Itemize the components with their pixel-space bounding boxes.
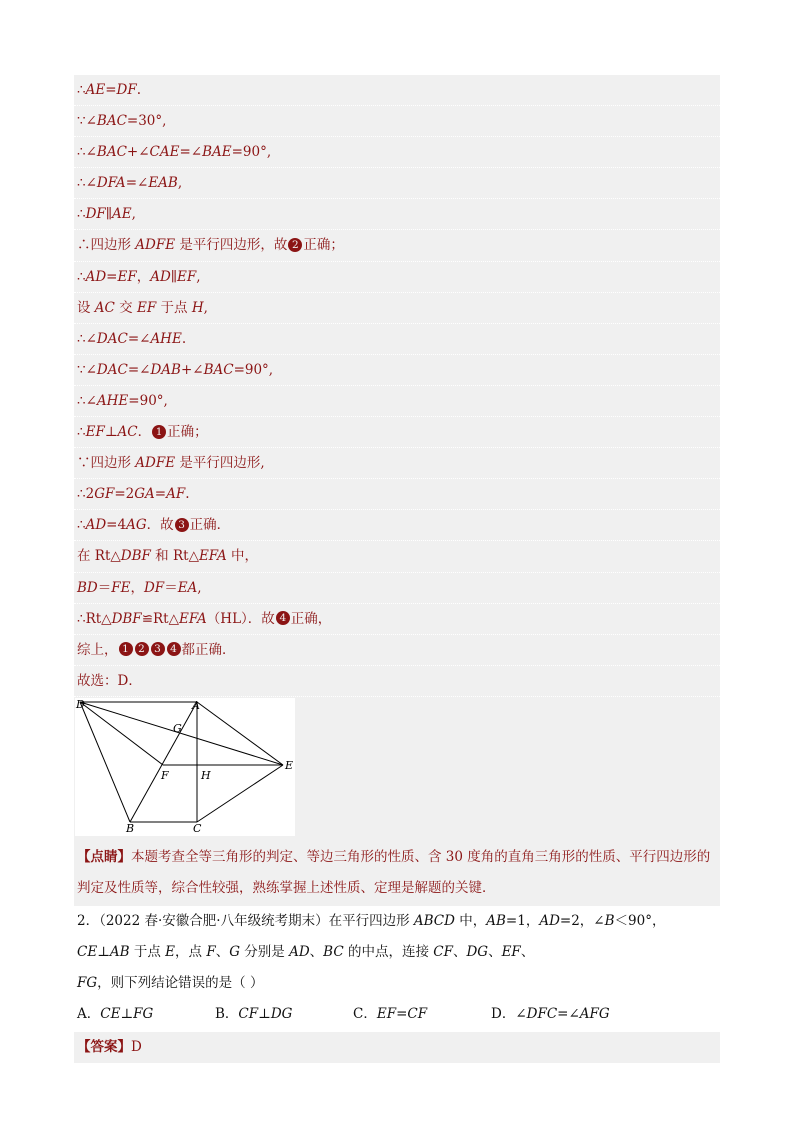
option-b	[215, 999, 353, 1030]
solution-line	[74, 604, 720, 635]
solution-line	[74, 137, 720, 168]
text-run: ⊥	[258, 1005, 271, 1022]
text-run: =	[105, 82, 117, 98]
text-run: 故选：D．	[77, 672, 142, 689]
text-run: =90°,	[233, 361, 274, 378]
math-symbol: BAC	[203, 361, 234, 378]
text-run: ∴∠	[77, 330, 97, 347]
math-symbol: DFA	[96, 175, 126, 192]
solution-line	[74, 355, 720, 386]
text-run: ∴∠	[77, 175, 97, 192]
math-symbol: AB	[486, 912, 506, 929]
text-run: +∠	[126, 144, 150, 161]
math-symbol: DF	[85, 206, 106, 223]
text-run: ,	[197, 579, 202, 596]
segment-AE	[197, 702, 283, 765]
label-G: G	[173, 721, 182, 735]
label-A: A	[192, 698, 200, 712]
math-symbol: AF	[166, 486, 186, 503]
text-run: 正确；	[167, 424, 208, 441]
label-E: E	[285, 758, 294, 772]
text-run: =4	[106, 517, 127, 534]
segment-AB	[130, 702, 197, 822]
text-run: ∴	[77, 206, 86, 223]
option-a	[77, 999, 215, 1030]
text-run: 中，	[454, 912, 487, 929]
text-run: B．	[215, 1005, 239, 1022]
circled-number: 4	[167, 642, 181, 656]
solution-line	[74, 573, 720, 604]
math-symbol: E	[165, 943, 176, 960]
text-run: ，	[136, 268, 151, 285]
text-run: 设	[77, 299, 95, 316]
circled-number: 3	[151, 642, 165, 656]
segment-DB	[80, 702, 130, 822]
text-run: ∴	[77, 268, 86, 285]
circled-number: 4	[276, 611, 290, 625]
math-symbol: GF	[94, 486, 115, 503]
text-run: ，	[130, 579, 144, 596]
math-symbol: AD	[150, 268, 171, 285]
text-run: 是平行四边形，故	[175, 237, 288, 254]
text-run: =	[106, 268, 118, 285]
math-symbol: B	[604, 912, 615, 929]
math-symbol: AC	[117, 424, 138, 441]
math-symbol: FG	[133, 1005, 154, 1022]
text-run: ,	[131, 206, 136, 223]
text-run: ,	[177, 175, 183, 192]
text-run: 、	[452, 943, 467, 960]
text-run: 正确；	[303, 237, 344, 254]
text-run: 、	[309, 943, 324, 960]
text-run: ⊥	[120, 1005, 134, 1022]
math-symbol: AHE	[150, 330, 182, 347]
math-symbol: FG	[77, 974, 98, 991]
circled-number: 2	[288, 238, 302, 252]
math-symbol: AD	[289, 943, 310, 960]
text-run: ，点	[175, 943, 207, 960]
circled-number: 3	[175, 518, 189, 532]
label-H: H	[201, 768, 211, 782]
comment-tag: 【点睛】	[77, 848, 131, 865]
geometry-figure	[75, 698, 295, 836]
math-symbol: AB	[109, 943, 130, 960]
text-run: 2．（2022 春·安徽合肥·八年级统考期末）在平行四边形	[77, 912, 414, 929]
text-run: ∥	[170, 268, 178, 285]
math-symbol: CAE	[149, 144, 180, 161]
math-symbol: BD	[77, 579, 98, 596]
solution-lines	[74, 75, 720, 697]
option-d	[491, 999, 629, 1030]
math-symbol: DF	[116, 82, 137, 98]
text-run: ∵∠	[77, 361, 97, 378]
text-run: +∠	[180, 361, 204, 378]
math-symbol: EF	[117, 268, 137, 285]
text-run: .	[185, 486, 190, 503]
text-run: ＝	[97, 579, 112, 596]
text-run: =	[396, 1005, 408, 1022]
math-symbol: AFG	[579, 1005, 610, 1022]
text-run: =90°,	[231, 144, 272, 161]
math-symbol: EF	[501, 943, 521, 960]
math-symbol: DBF	[111, 610, 142, 627]
circled-number: 1	[119, 642, 133, 656]
math-symbol: DAC	[96, 361, 128, 378]
solution-line	[74, 635, 720, 666]
solution-line	[74, 293, 720, 324]
text-run: （HL）．故	[206, 610, 275, 627]
option-c	[353, 999, 491, 1030]
math-symbol: DBF	[120, 548, 151, 565]
text-run: =2	[114, 486, 135, 503]
text-run: ,	[203, 299, 208, 316]
label-D: D	[76, 697, 85, 711]
text-run: 、	[215, 943, 230, 960]
text-run: ，则下列结论错误的是（ ）	[97, 974, 264, 991]
math-symbol: DG	[466, 943, 489, 960]
text-run: =∠	[127, 361, 151, 378]
text-run: 、	[520, 943, 535, 960]
math-symbol: CF	[407, 1005, 428, 1022]
segment-DF	[80, 702, 163, 765]
text-run: ,	[196, 268, 201, 285]
math-symbol: AE	[85, 82, 106, 98]
math-symbol: AD	[85, 268, 107, 285]
math-symbol: DAB	[150, 361, 181, 378]
text-run: =∠	[127, 330, 151, 347]
answer-options	[74, 999, 720, 1030]
text-run: 交	[114, 299, 137, 316]
text-run: ∴2	[77, 486, 95, 503]
text-run: =1，	[505, 912, 540, 929]
solution-line	[74, 417, 720, 448]
text-run: 正确，	[290, 610, 332, 627]
question-text	[74, 906, 720, 999]
math-symbol: DAC	[96, 330, 128, 347]
text-run: 的中点，连接	[343, 943, 434, 960]
text-run: C．	[353, 1005, 377, 1022]
text-run: 和 Rt△	[150, 548, 199, 565]
math-symbol: CF	[238, 1005, 259, 1022]
solution-line	[74, 106, 720, 137]
math-symbol: ABCD	[413, 912, 455, 929]
text-run: ∴	[77, 424, 86, 441]
text-run: =∠	[557, 1005, 580, 1022]
solution-page	[74, 75, 720, 1063]
math-symbol: BC	[323, 943, 344, 960]
text-run: 是平行四边形,	[175, 455, 265, 472]
math-symbol: EA	[177, 579, 198, 596]
math-symbol: AC	[94, 299, 115, 316]
solution-line	[74, 230, 720, 261]
math-symbol: CE	[100, 1005, 121, 1022]
text-run: ∴∠	[77, 144, 97, 161]
math-symbol: AG	[126, 517, 147, 534]
math-symbol: AD	[539, 912, 560, 929]
solution-line	[74, 168, 720, 199]
math-symbol: GA	[134, 486, 155, 503]
comment-note	[74, 838, 720, 906]
math-symbol: F	[206, 943, 216, 960]
text-run: =	[154, 486, 167, 503]
answer-row	[74, 1032, 720, 1063]
text-run: 综上，	[77, 641, 118, 658]
math-symbol: G	[229, 943, 240, 960]
text-run: .	[136, 82, 142, 98]
text-run: ＝	[164, 579, 178, 596]
math-symbol: CF	[433, 943, 453, 960]
math-symbol: DG	[270, 1005, 293, 1022]
math-symbol: EFA	[178, 610, 207, 627]
text-run: 分别是	[239, 943, 290, 960]
text-run: 中，	[226, 548, 259, 565]
math-symbol: BAC	[96, 113, 127, 130]
comment-text: 本题考查全等三角形的判定、等边三角形的性质、含 30 度角的直角三角形的性质、平行四边形的判定及性质等，综合性较强，熟练掌握上述性质、定理是解题的关键．	[77, 848, 711, 896]
solution-line	[74, 510, 720, 541]
text-run: =2，∠	[559, 912, 605, 929]
text-run: 、	[488, 943, 502, 960]
circled-number: 2	[135, 642, 149, 656]
text-run: ∴Rt△	[77, 610, 112, 627]
text-run: A．	[77, 1005, 101, 1022]
solution-line	[74, 75, 720, 106]
math-symbol: EF	[177, 268, 197, 285]
math-symbol: EAB	[148, 175, 178, 192]
solution-line	[74, 199, 720, 230]
math-symbol: EFA	[198, 548, 227, 565]
math-symbol: ADFE	[135, 237, 176, 254]
text-run: .	[181, 330, 187, 347]
solution-block	[74, 75, 720, 906]
label-C: C	[193, 821, 202, 835]
math-symbol: EF	[376, 1005, 397, 1022]
math-symbol: AHE	[96, 392, 129, 409]
text-run: ∴	[77, 517, 86, 534]
math-symbol: ADFE	[135, 455, 176, 472]
figure-container	[74, 697, 720, 838]
text-run: ∥	[105, 206, 113, 223]
text-run: ＜90°，	[614, 912, 666, 929]
text-run: ∴四边形	[77, 237, 136, 254]
text-run: ．	[137, 424, 152, 441]
text-run: 于点	[129, 943, 166, 960]
math-symbol: AD	[85, 517, 107, 534]
text-run: ⊥	[104, 424, 118, 441]
solution-line	[74, 386, 720, 417]
solution-line	[74, 541, 720, 572]
solution-line	[74, 479, 720, 510]
text-run: 在 Rt△	[77, 548, 121, 565]
math-symbol: EF	[136, 299, 157, 316]
solution-line	[74, 324, 720, 355]
text-run: ∵∠	[77, 113, 97, 130]
math-symbol: DF	[143, 579, 165, 596]
answer-value: D	[131, 1038, 142, 1055]
text-run: D．∠	[491, 1005, 527, 1022]
math-symbol: H	[191, 299, 204, 316]
text-run: ≌Rt△	[141, 610, 179, 627]
text-run: =30°,	[126, 113, 167, 130]
text-run: ∴∠	[77, 392, 97, 409]
text-run: =∠	[179, 144, 203, 161]
text-run: 于点	[156, 299, 192, 316]
text-run: 正确．	[189, 517, 231, 534]
text-run: ∵四边形	[77, 455, 136, 472]
math-symbol: BAE	[202, 144, 232, 161]
math-symbol: BAC	[96, 144, 127, 161]
math-symbol: AE	[112, 206, 132, 223]
solution-line	[74, 448, 720, 479]
text-run: ．故	[146, 517, 174, 534]
text-run: ∴	[77, 82, 86, 98]
circled-number: 1	[152, 425, 166, 439]
answer-label: 【答案】	[77, 1038, 131, 1055]
math-symbol: DFC	[526, 1005, 558, 1022]
text-run: =∠	[125, 175, 149, 192]
solution-line	[74, 262, 720, 293]
text-run: =90°,	[128, 392, 168, 409]
text-run: 都正确．	[181, 641, 236, 658]
math-symbol: CE	[77, 943, 98, 960]
text-run: ⊥	[97, 943, 110, 960]
math-symbol: EF	[85, 424, 105, 441]
label-F: F	[161, 768, 169, 782]
label-B: B	[126, 821, 135, 835]
math-symbol: FE	[111, 579, 131, 596]
solution-line	[74, 666, 720, 697]
